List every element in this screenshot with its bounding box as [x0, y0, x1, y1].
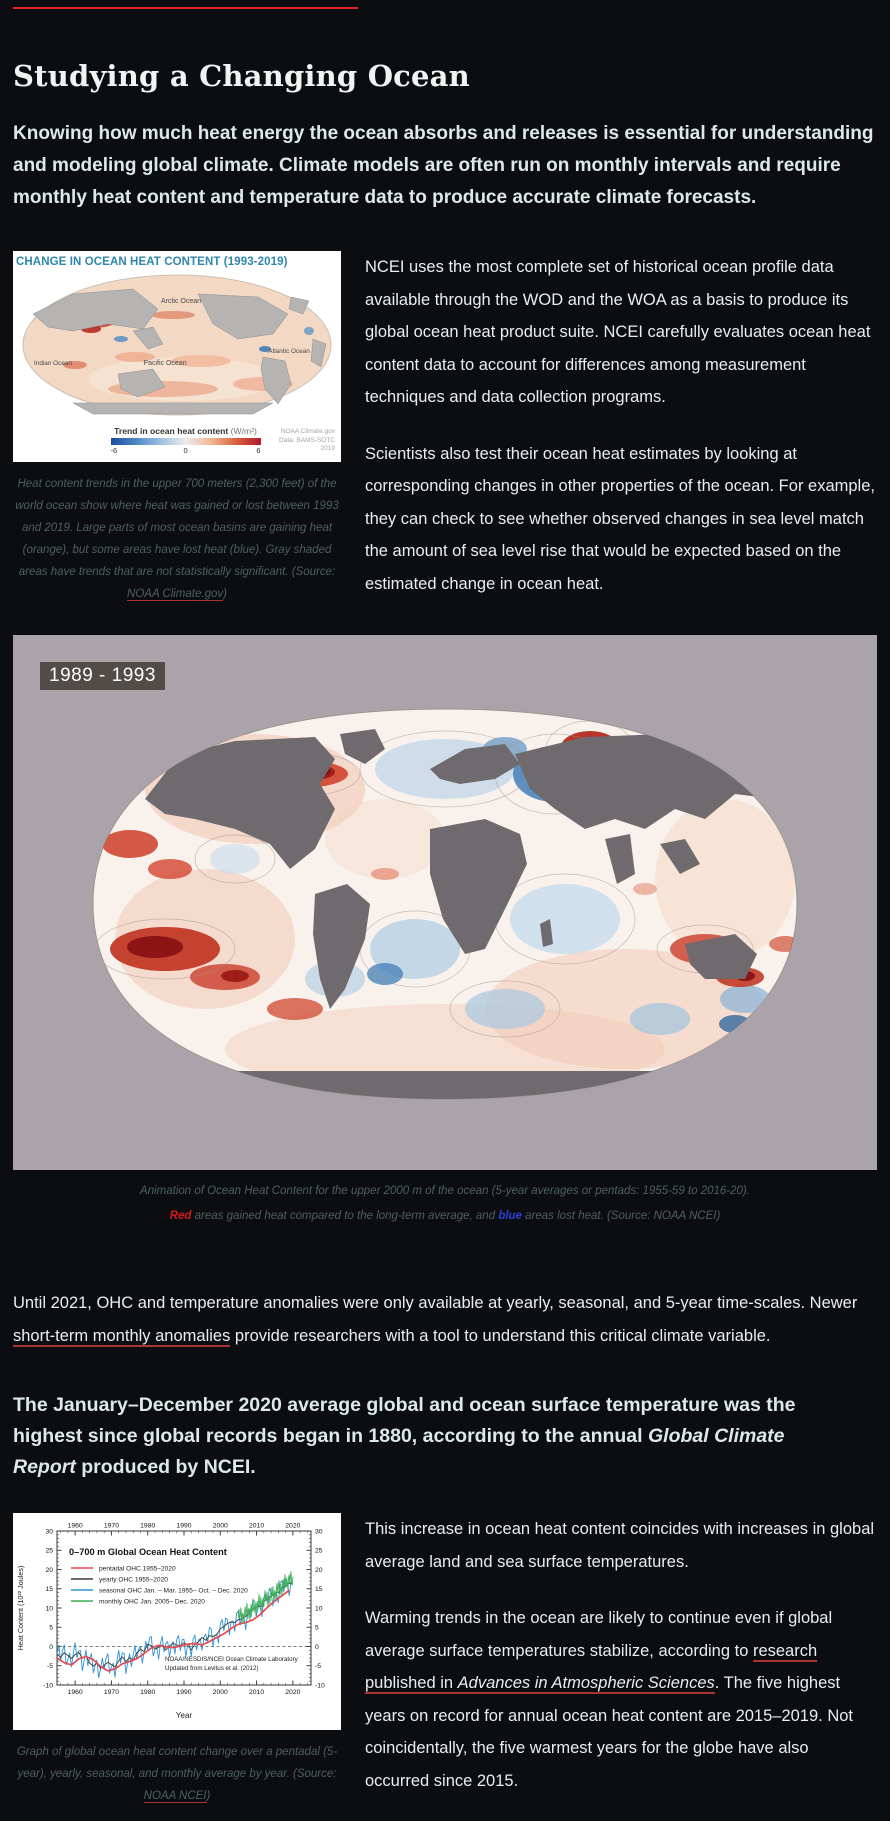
svg-text:2000: 2000: [212, 1689, 228, 1696]
row-ohc-graph: [13, 1513, 877, 1821]
svg-text:15: 15: [315, 1586, 323, 1594]
svg-text:seasonal OHC Jan. – Mar. 1955–: seasonal OHC Jan. – Mar. 1955– Oct. – Dec. 2020: [99, 1587, 248, 1595]
blue-word: blue: [498, 1210, 522, 1222]
svg-text:1960: 1960: [67, 1689, 83, 1696]
chart-note-line2: Updated from Levitus et al. (2012): [165, 1665, 259, 1672]
noaa-ncei-link[interactable]: NOAA NCEI: [143, 1790, 207, 1802]
svg-text:-10: -10: [43, 1682, 53, 1690]
paragraph-warming-trends: Warming trends in the ocean are likely to continue even if global average surface temperatures stabilize, according to research published in Advances in Atmospheric Sciences. The five highest years on record for annual ocean heat content are 2015–2019. Not coincidentally, the five warmest years for the globe have also occurred since 2015.: [365, 1609, 854, 1790]
label-pacific-ocean: Pacific Ocean: [143, 360, 187, 367]
world-heat-trend-map: [13, 269, 341, 421]
legend-title: Trend in ocean heat content (W/m²): [114, 426, 257, 436]
ohc-timeseries-chart: [13, 1513, 341, 1725]
svg-text:10: 10: [45, 1605, 53, 1613]
svg-text:1990: 1990: [176, 1522, 192, 1530]
figure2-caption: Graph of global ocean heat content change over a pentadal (5-year), yearly, seasonal, and monthly average by year. (Source: NOAA NCEI): [16, 1746, 338, 1802]
figure1-caption: Heat content trends in the upper 700 meters (2,300 feet) of the world ocean show where heat was gained or lost between 1993 and 2019. Large parts of most ocean basins are gaining heat (orange), but some areas have lost heat (blue). Gray shaded areas have trends that are not statistically significant. (Source: NOAA Climate.gov): [15, 478, 339, 600]
svg-text:2010: 2010: [249, 1522, 265, 1530]
svg-text:5: 5: [315, 1624, 319, 1632]
chart-ylabel: Heat Content (10²² Joules): [16, 1565, 25, 1651]
row-trend-map: [13, 251, 877, 624]
figure1-title: CHANGE IN OCEAN HEAT CONTENT (1993-2019): [16, 256, 288, 268]
chart-note-line1: NOAA/NESDIS/NCEI Ocean Climate Laboratory: [165, 1656, 298, 1663]
ohc-animation-frame: [13, 635, 877, 1170]
svg-text:2020: 2020: [285, 1689, 301, 1696]
svg-text:30: 30: [45, 1528, 53, 1536]
ohc-graph-figure: [13, 1513, 341, 1807]
chart-xlabel: Year: [175, 1711, 193, 1720]
monthly-anomalies-link[interactable]: short-term monthly anomalies: [13, 1326, 231, 1345]
svg-text:1970: 1970: [103, 1522, 119, 1530]
colorbar: [111, 438, 261, 445]
svg-text:pentadal OHC 1955–2020: pentadal OHC 1955–2020: [99, 1565, 176, 1573]
paragraph-ncei-wod: NCEI uses the most complete set of historical ocean profile data available through the WOD and the WOA as a basis to produce its global ocean heat product suite. NCEI carefully evaluates ocean heat content data to account for differences among measurement techniques and data collection programs.: [365, 258, 871, 406]
svg-text:-5: -5: [46, 1663, 53, 1671]
svg-text:1990: 1990: [176, 1689, 192, 1696]
label-indian-ocean: Indian Ocean: [33, 360, 73, 367]
page-title: Studying a Changing Ocean: [13, 59, 470, 93]
article-page: [0, 7, 890, 1802]
animation-year-label: 1989 - 1993: [40, 662, 165, 690]
svg-text:2020: 2020: [285, 1522, 301, 1530]
ohc-pentad-world-map: [85, 679, 805, 1129]
ohc-trend-map-image: [13, 251, 341, 462]
svg-text:2000: 2000: [212, 1522, 228, 1530]
top-red-rule: [13, 7, 358, 9]
figure1-legend: [13, 426, 341, 462]
ncei-text-column: [365, 251, 877, 624]
svg-text:2010: 2010: [249, 1689, 265, 1696]
warming-text-column: [365, 1513, 877, 1821]
global-climate-report-title: Global Climate Report: [13, 1425, 785, 1478]
content-column: [0, 7, 890, 1821]
animation-caption-line2: Red areas gained heat compared to the long-term average, and blue areas lost heat. (Source: NOAA NCEI): [169, 1210, 721, 1222]
svg-text:1980: 1980: [140, 1689, 156, 1696]
ohc-graph-image: [13, 1513, 341, 1730]
svg-text:25: 25: [45, 1547, 53, 1555]
svg-text:-10: -10: [315, 1682, 325, 1690]
noaa-climate-gov-link[interactable]: NOAA Climate.gov: [127, 588, 224, 600]
paragraph-scientists-test: Scientists also test their ocean heat estimates by looking at corresponding changes in other properties of the ocean. For example, they can check to see whether observed changes in sea level match the amount of sea level rise that would be expected based on the estimated change in ocean heat.: [365, 444, 875, 593]
svg-text:0: 0: [49, 1643, 53, 1651]
svg-text:20: 20: [45, 1566, 53, 1574]
colorbar-ticks: -6 0 6: [110, 446, 261, 455]
svg-text:15: 15: [45, 1586, 53, 1594]
ohc-trend-map-figure: [13, 251, 341, 605]
label-atlantic-ocean: Atlantic Ocean: [268, 348, 310, 355]
intro-paragraph: Knowing how much heat energy the ocean absorbs and releases is essential for understanding and modeling global climate. Climate models are often run on monthly intervals and require monthly heat content and temperature data to produce accurate climate forecasts.: [13, 123, 874, 208]
monthly-anomalies-paragraph: Until 2021, OHC and temperature anomalies were only available at yearly, seasonal, and 5-year time-scales. Newer short-term monthly anomalies provide researchers with a tool to understand this critical climate variable.: [13, 1294, 858, 1345]
advances-research-link[interactable]: research published in Advances in Atmospheric Sciences: [365, 1641, 818, 1692]
svg-text:0: 0: [315, 1643, 319, 1651]
svg-text:20: 20: [315, 1566, 323, 1574]
animation-caption-line1: Animation of Ocean Heat Content for the upper 2000 m of the ocean (5-year averages or pentads: 1955-59 to 2016-20).: [140, 1185, 750, 1197]
svg-text:-5: -5: [315, 1663, 322, 1671]
animation-caption: [13, 1179, 877, 1229]
svg-text:30: 30: [315, 1528, 323, 1536]
svg-text:5: 5: [49, 1624, 53, 1632]
chart-title: 0–700 m Global Ocean Heat Content: [69, 1547, 227, 1557]
svg-text:1970: 1970: [103, 1689, 119, 1696]
svg-text:1980: 1980: [140, 1522, 156, 1530]
label-arctic-ocean: Arctic Ocean: [160, 298, 202, 305]
figure1-credit: NOAA Climate.gov Data: BAMS-SOTC 2019: [279, 428, 335, 452]
record-2020-heading: The January–December 2020 average global and ocean surface temperature was the highest since global records began in 1880, according to the annual Global Climate Report produced by NCEI.: [13, 1394, 796, 1478]
svg-text:monthly OHC Jan. 2005– Dec. 20: monthly OHC Jan. 2005– Dec. 2020: [99, 1598, 205, 1606]
svg-text:25: 25: [315, 1547, 323, 1555]
svg-text:1960: 1960: [67, 1522, 83, 1530]
svg-text:yearly OHC 1955–2020: yearly OHC 1955–2020: [99, 1576, 168, 1584]
red-word: Red: [169, 1210, 192, 1222]
paragraph-increase: This increase in ocean heat content coincides with increases in global average land and sea surface temperatures.: [365, 1520, 875, 1571]
svg-text:10: 10: [315, 1605, 323, 1613]
